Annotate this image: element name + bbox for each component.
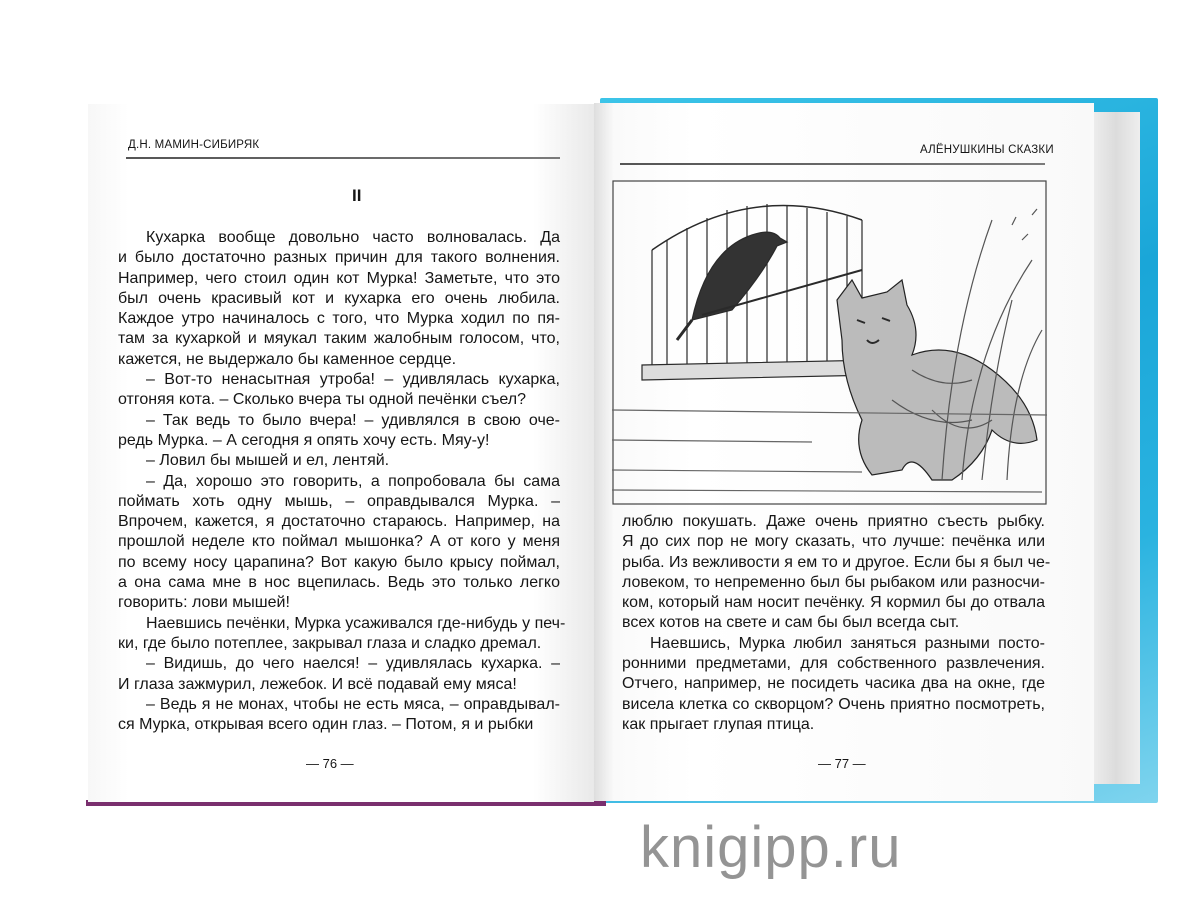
text-line: ся Мурка, открывая всего один глаз. – Потом, я и рыбки: [118, 716, 534, 734]
text-line: всех котов на свете и сам бы был всегда сыт.: [622, 614, 960, 632]
starling: [677, 232, 862, 340]
chapter-number: II: [352, 186, 362, 205]
text-line: Каждое утро начиналось с того, что Мурка ходил по пя-: [118, 310, 560, 328]
right-page-text: [622, 512, 1051, 735]
text-line: ки, где было потеплее, закрывал глаза и сладко дремал.: [118, 634, 542, 652]
text-line: – Вот-то ненасытная утроба! – удивлялась кухарка,: [146, 371, 560, 389]
text-line: Впрочем, кажется, я достаточно стараюсь. Например, на: [118, 513, 560, 531]
text-line: а она сама мне в нос вцепилась. Ведь это только легко: [118, 574, 560, 592]
text-line: Наевшись, Мурка любил заняться разными посто-: [650, 634, 1045, 652]
text-line: – Ловил бы мышей и ел, лентяй.: [146, 452, 390, 470]
text-line: рыба. Из вежливости я ем то и другое. Если бы я был че-: [622, 553, 1051, 571]
text-line: И глаза зажмурил, лежебок. И всё подавай ему мяса!: [118, 675, 517, 693]
text-line: ловеком, то непременно был бы рыбаком или разносчи-: [622, 573, 1045, 591]
text-line: по всему носу царапина? Вот какую было крысу поймал,: [118, 553, 560, 571]
text-line: Я до сих пор не могу сказать, что лучше: печёнка или: [622, 533, 1045, 551]
cat: [837, 280, 1037, 480]
watermark: knigipp.ru: [640, 815, 902, 880]
cat-and-bird-illustration: [612, 180, 1047, 505]
left-header-rule: [126, 157, 560, 159]
left-running-head: Д.Н. МАМИН-СИБИРЯК: [128, 139, 260, 151]
left-page-number: — 76 —: [306, 756, 354, 771]
illustration-frame: [613, 181, 1046, 504]
text-line: люблю покушать. Даже очень приятно съесть рыбку.: [622, 513, 1045, 530]
text-line: был очень красивый кот и кухарка его очень любила.: [118, 289, 560, 307]
text-line: и было достаточно разных причин для такого волнения.: [118, 249, 560, 267]
text-line: поймать хоть одну мышь, – оправдывался Мурка. –: [118, 492, 560, 510]
text-line: там за кухаркой и мяукал таким жалобным голосом, что,: [118, 330, 560, 348]
text-line: как прыгает глупая птица.: [622, 715, 815, 733]
cage: [642, 204, 877, 380]
right-page-number: — 77 —: [818, 756, 866, 771]
text-line: Наевшись печёнки, Мурка усаживался где-нибудь у печ-: [146, 614, 566, 632]
left-page-text: [118, 228, 566, 735]
text-line: – Ведь я не монах, чтобы не есть мяса, – оправдывал-: [146, 695, 560, 713]
right-header-rule: [620, 163, 1045, 165]
text-line: ронними предметами, для собственного развлечения.: [622, 655, 1045, 673]
text-line: – Видишь, до чего наелся! – удивлялась кухарка. –: [146, 655, 560, 673]
text-line: – Так ведь то было вчера! – удивлялся в свою оче-: [146, 411, 560, 429]
text-line: Отчего, например, не посидеть часика два на окне, где: [622, 675, 1045, 693]
text-line: прошлой неделе кто поймал мышонка? А от кого у меня: [118, 533, 560, 551]
text-line: висела клетка со скворцом? Очень приятно посмотреть,: [622, 695, 1045, 713]
text-line: – Да, хорошо это говорить, а попробовала бы сама: [146, 472, 560, 490]
text-line: Кухарка вообще довольно часто волновалась. Да: [146, 229, 560, 246]
text-line: говорить: лови мышей!: [118, 594, 290, 612]
text-line: кажется, не выдержало бы каменное сердце.: [118, 350, 457, 368]
text-line: редь Мурка. – А сегодня я опять хочу есть. Мяу-у!: [118, 431, 490, 449]
text-line: отгоняя кота. – Сколько вчера ты одной печёнки съел?: [118, 391, 526, 409]
text-line: ком, который нам носит печёнку. Я кормил бы до отвала: [622, 594, 1045, 612]
right-running-head: АЛЁНУШКИНЫ СКАЗКИ: [920, 144, 1054, 156]
text-line: Например, чего стоил один кот Мурка! Заметьте, что это: [118, 269, 560, 287]
